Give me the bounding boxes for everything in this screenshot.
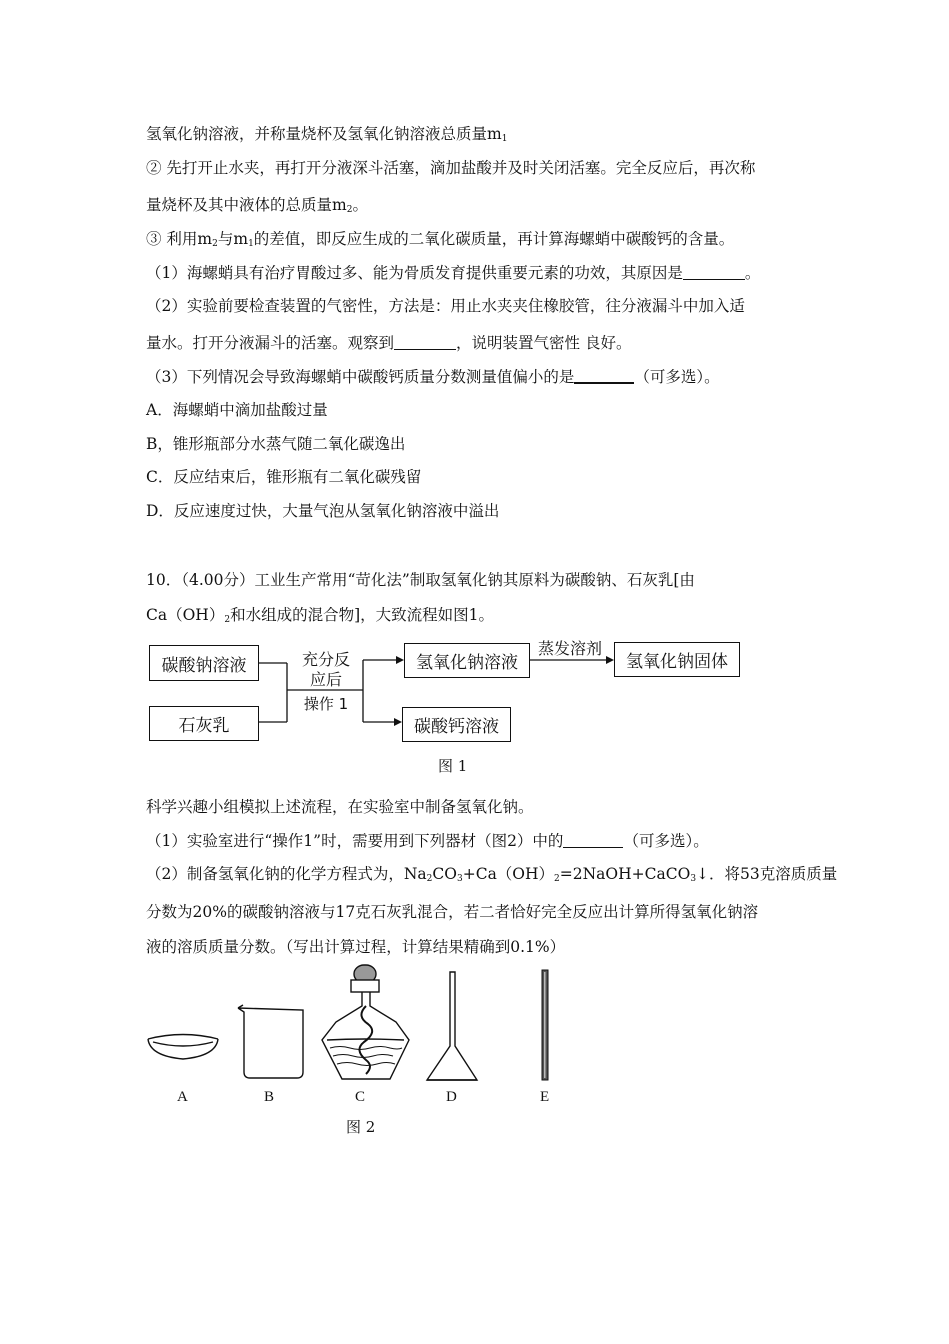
option-a: A．海螺蛸中滴加盐酸过量 xyxy=(146,401,328,419)
text-line-3: 量烧杯及其中液体的总质量$m_2$。 xyxy=(146,196,368,215)
text-line-2: ② 先打开止水夹，再打开分液深斗活塞，滴加盐酸并及时关闭活塞。完全反应后，再次称 xyxy=(146,159,756,177)
question-10-cont: $Ca(OH)_2$和水组成的混合物]，大致流程如图1。 xyxy=(146,606,494,625)
question-2: （2）实验前要检查装置的气密性，方法是：用止水夹夹住橡胶管，往分液漏斗中加入适 xyxy=(146,297,745,315)
flow-label-evaporate: 蒸发溶剂 xyxy=(537,639,602,658)
glass-rod-icon xyxy=(542,970,548,1080)
equipment-label-a: A xyxy=(177,1089,188,1105)
flow-box-caco3: 碳酸钙溶液 xyxy=(402,707,511,742)
question-2-cont: 量水。打开分液漏斗的活塞。观察到 ，说明装置气密性 良好。 xyxy=(146,334,632,352)
text-line-1: 氢氧化钠溶液，并称量烧杯及氢氧化钠溶液总质量$m_1$ xyxy=(146,125,508,144)
beaker-icon xyxy=(238,1005,303,1078)
flow-label-react-1: 充分反 xyxy=(301,650,350,669)
subquestion-1: （1）实验室进行“操作1”时，需要用到下列器材（图2）中的 （可多选）。 xyxy=(146,832,709,850)
equipment-figure xyxy=(0,960,949,1110)
text-line-4: ③ 利用$m_2$与$m_1$的差值，即反应生成的二氧化碳质量，再计算海螺蛸中碳酸钙的含量。 xyxy=(146,230,735,249)
option-c: C．反应结束后，锥形瓶有二氧化碳残留 xyxy=(146,468,422,486)
question-1: （1）海螺蛸具有治疗胃酸过多、能为骨质发育提供重要元素的功效，其原因是 。 xyxy=(146,264,761,282)
option-b: B，锥形瓶部分水蒸气随二氧化碳逸出 xyxy=(146,435,406,453)
flow-box-sodium-carbonate: 碳酸钠溶液 xyxy=(149,645,259,681)
subquestion-2-cont: 分数为20%的碳酸钠溶液与17克石灰乳混合，若二者恰好完全反应出计算所得氢氧化钠溶 xyxy=(146,903,759,921)
figure-1-caption: 图 1 xyxy=(438,757,468,775)
text-intro: 科学兴趣小组模拟上述流程，在实验室中制备氢氧化钠。 xyxy=(146,798,534,816)
equipment-label-d: D xyxy=(446,1089,457,1105)
evaporating-dish-icon xyxy=(148,1035,218,1060)
flow-label-react-2: 应后 xyxy=(309,670,342,689)
question-3: （3）下列情况会导致海螺蛸中碳酸钙质量分数测量值偏小的是 （可多选）。 xyxy=(146,368,720,386)
flow-box-lime-milk: 石灰乳 xyxy=(149,706,259,741)
flow-label-operation: 操作 1 xyxy=(303,695,349,713)
question-10: 10．（4.00分）工业生产常用“苛化法”制取氢氧化钠其原料为碳酸钠、石灰乳[由 xyxy=(146,571,695,589)
flow-box-naoh-solution: 氢氧化钠溶液 xyxy=(404,643,530,678)
subquestion-2: （2）制备氢氧化钠的化学方程式为，$Na_2CO_3+Ca(OH)_2=2NaOH+CaCO_3↓$．将53克溶质质量 xyxy=(146,865,838,884)
equipment-label-b: B xyxy=(264,1089,275,1105)
equipment-label-c: C xyxy=(355,1089,366,1105)
figure-2-caption: 图 2 xyxy=(346,1118,376,1136)
answer-blank xyxy=(563,833,623,848)
subquestion-2-cont2: 液的溶质质量分数。（写出计算过程，计算结果精确到0.1%） xyxy=(146,938,566,956)
flow-box-naoh-solid: 氢氧化钠固体 xyxy=(614,642,740,677)
option-d: D．反应速度过快，大量气泡从氢氧化钠溶液中溢出 xyxy=(146,502,500,520)
alcohol-lamp-icon xyxy=(322,965,409,1079)
funnel-icon xyxy=(427,972,477,1080)
equipment-label-e: E xyxy=(540,1089,550,1105)
